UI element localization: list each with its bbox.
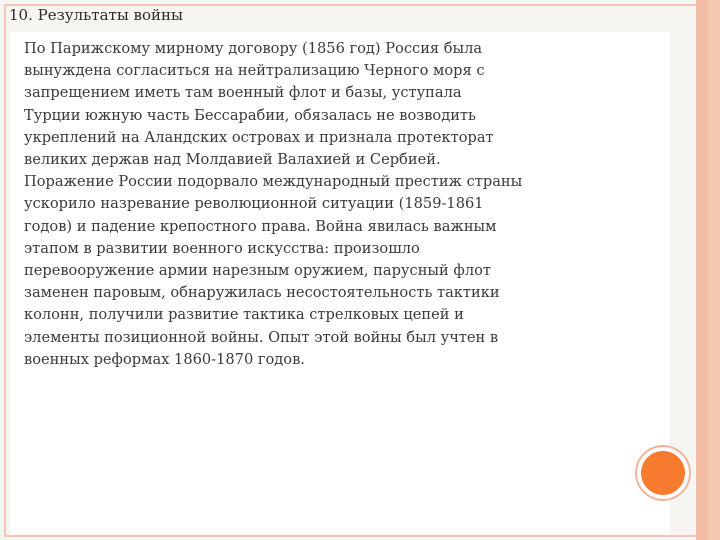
slide-title: 10. Результаты войны <box>9 6 183 24</box>
slide-body-text: По Парижскому мирному договору (1856 год) Россия была вынуждена согласиться на нейтрализацию Черного моря с запрещением иметь там военный флот и базы, уступала Турции южную часть Бессарабии, обязалась не возводить укреплений на Аландских островах и признала протекторат великих держав над Молдавией Валахией и Сербией. Поражение России подорвало международный престиж страны ускорило назревание революционной ситуации (1859-1861 годов) и падение крепостного права. Война явилась важным этапом в развитии военного искусства: произошло перевооружение армии нарезным оружием, парусный флот заменен паровым, обнаружилась несостоятельность тактики колонн, получили развитие тактика стрелковых цепей и элементы позиционной войны. Опыт этой войны был учтен в военных реформах 1860-1870 годов. <box>24 40 523 368</box>
right-decorative-stripe-inner <box>696 0 708 540</box>
orange-circle-decoration <box>641 451 685 495</box>
